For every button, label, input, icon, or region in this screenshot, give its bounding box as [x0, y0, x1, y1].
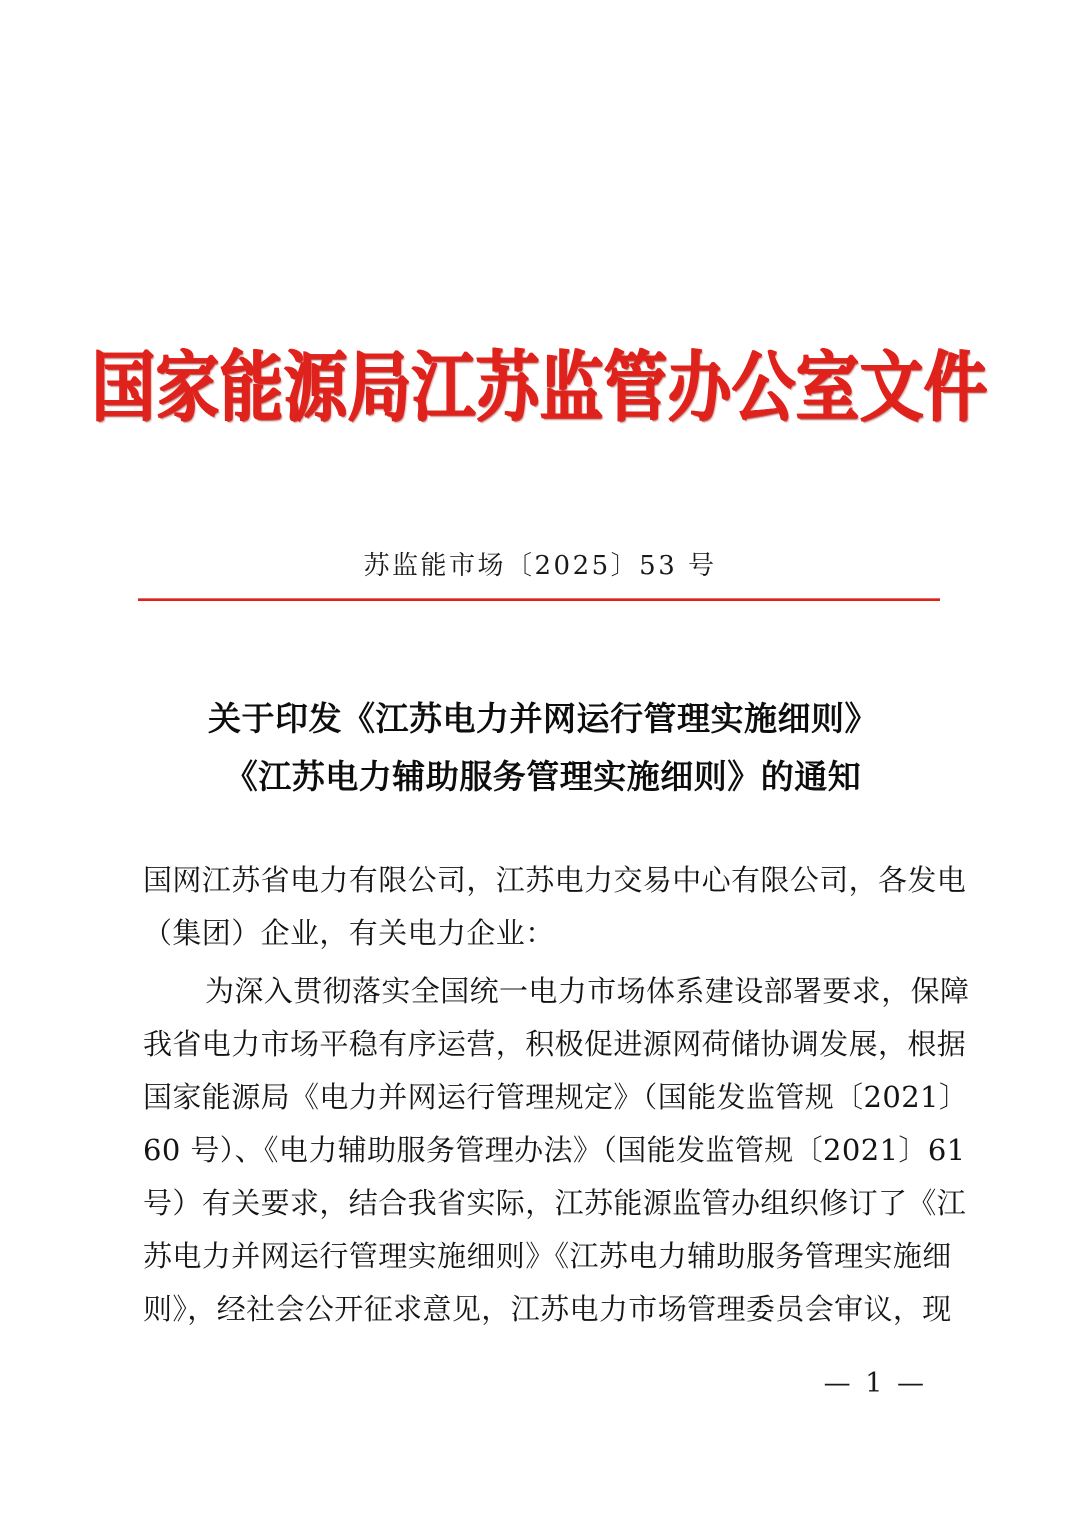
body-line: 苏电力并网运行管理实施细则》《江苏电力辅助服务管理实施细 [143, 1239, 952, 1273]
letterhead [0, 341, 1080, 433]
document-title [143, 690, 943, 806]
body-line: 国网江苏省电力有限公司，江苏电力交易中心有限公司，各发电 [143, 863, 967, 897]
body-line: 我省电力市场平稳有序运营，积极促进源网荷储协调发展，根据 [143, 1027, 967, 1061]
document-number: 苏监能市场〔2025〕53 号 [363, 551, 717, 581]
body-line: 为深入贯彻落实全国统一电力市场体系建设部署要求，保障 [205, 974, 970, 1008]
body-line: 国家能源局《电力并网运行管理规定》（国能发监管规〔2021〕 [143, 1080, 969, 1114]
document-title-line-2: 《江苏电力辅助服务管理实施细则》的通知 [224, 757, 862, 796]
letterhead-title: 国家能源局江苏监管办公室文件 [92, 341, 988, 433]
document-body [143, 854, 970, 1336]
document-title-line-1: 关于印发《江苏电力并网运行管理实施细则》 [208, 699, 878, 738]
body-line: （集团）企业，有关电力企业： [143, 916, 555, 950]
body-line: 则》，经社会公开征求意见，江苏电力市场管理委员会审议，现 [143, 1292, 952, 1326]
red-separator-rule [138, 598, 940, 601]
body-line: 60 号）、《电力辅助服务管理办法》（国能发监管规〔2021〕61 [143, 1133, 966, 1167]
body-line: 号）有关要求，结合我省实际，江苏能源监管办组织修订了《江 [143, 1186, 967, 1220]
document-content [143, 690, 970, 1336]
page-number-footer: — 1 — [823, 1368, 927, 1399]
